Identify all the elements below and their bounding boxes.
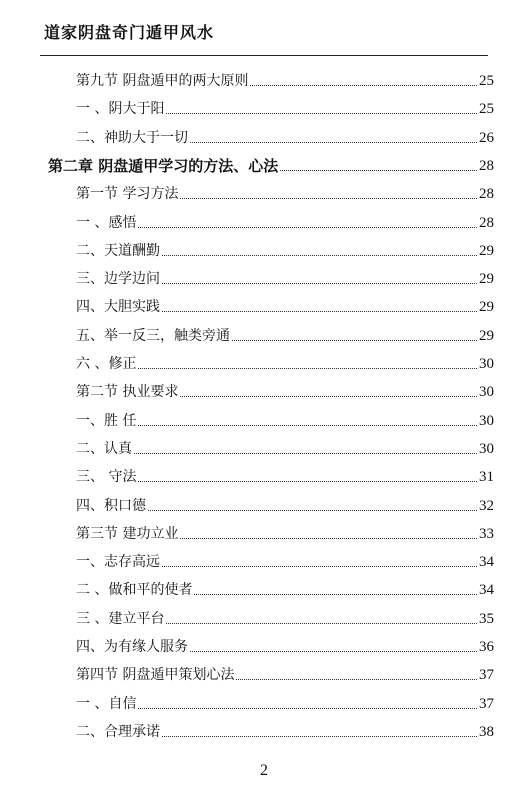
toc-entry-page: 36: [479, 639, 494, 655]
dot-leader: [190, 651, 477, 652]
toc-subsection-entry[interactable]: [76, 466, 494, 486]
page-number: 2: [260, 762, 268, 779]
dot-leader: [250, 85, 477, 86]
toc-entry-page: 28: [479, 157, 494, 174]
toc-section-entry[interactable]: [76, 70, 494, 90]
dot-leader: [138, 708, 477, 709]
toc-subsection-entry[interactable]: [76, 296, 494, 316]
dot-leader: [138, 227, 477, 228]
toc-entry-title: 二、合理承诺: [76, 723, 160, 740]
dot-leader: [232, 340, 477, 341]
toc-subsection-entry[interactable]: [76, 495, 494, 515]
dot-leader: [180, 396, 477, 397]
dot-leader: [280, 170, 477, 171]
toc-entry-page: 30: [479, 440, 494, 457]
toc-entry-page: 28: [479, 186, 494, 203]
dot-leader: [166, 623, 477, 624]
toc-entry-title: 第一节 学习方法: [76, 186, 179, 203]
toc-entry-title: 二 、做和平的使者: [76, 582, 193, 599]
toc-entry-page: 30: [479, 356, 494, 372]
toc-entry-title: 第二节 执业要求: [76, 384, 179, 401]
dot-leader: [194, 594, 477, 595]
toc-entry-title: 四、大胆实践: [76, 299, 160, 316]
toc-entry-title: 五、举一反三，触类旁通: [76, 327, 230, 344]
toc-entry-title: 四、为有缘人服务: [76, 639, 188, 655]
toc-entry-page: 35: [479, 610, 494, 627]
toc-entry-title: 一 、感悟: [76, 214, 137, 231]
toc-entry-title: 三 、建立平台: [76, 610, 165, 627]
dot-leader: [180, 198, 477, 199]
dot-leader: [162, 311, 477, 312]
toc-entry-page: 30: [479, 384, 494, 401]
toc-entry-title: 一、胜 任: [76, 412, 137, 429]
toc-subsection-entry[interactable]: [76, 579, 494, 599]
toc-entry-title: 第二章 阴盘遁甲学习的方法、心法: [48, 156, 279, 175]
toc-entry-title: 一、志存高远: [76, 554, 160, 571]
toc-subsection-entry[interactable]: [76, 410, 494, 430]
toc-entry-page: 29: [479, 299, 494, 316]
toc-subsection-entry[interactable]: [76, 721, 494, 741]
toc-subsection-entry[interactable]: [76, 268, 494, 288]
toc-subsection-entry[interactable]: [76, 608, 494, 628]
toc-entry-page: 29: [479, 242, 494, 259]
header-rule: [40, 55, 488, 56]
toc-entry-page: 34: [479, 582, 494, 599]
dot-leader: [138, 425, 477, 426]
toc-subsection-entry[interactable]: [76, 127, 494, 147]
dot-leader: [190, 142, 477, 143]
toc-chapter-entry[interactable]: [48, 155, 494, 175]
dot-leader: [236, 679, 477, 680]
toc-subsection-entry[interactable]: [76, 212, 494, 232]
toc-subsection-entry[interactable]: [76, 325, 494, 345]
toc-subsection-entry[interactable]: [76, 98, 494, 118]
toc-entry-page: 30: [479, 412, 494, 429]
dot-leader: [162, 283, 477, 284]
dot-leader: [162, 736, 477, 737]
toc-entry-page: 31: [479, 469, 494, 486]
toc-entry-title: 第九节 阴盘遁甲的两大原则: [76, 73, 249, 89]
toc-section-entry[interactable]: [76, 183, 494, 203]
toc-entry-title: 一 、自信: [76, 695, 137, 712]
toc-entry-page: 32: [479, 497, 494, 514]
running-header: 道家阴盘奇门遁甲风水: [44, 23, 215, 42]
toc-subsection-entry[interactable]: [76, 353, 494, 373]
dot-leader: [180, 538, 477, 539]
toc-subsection-entry[interactable]: [76, 438, 494, 458]
dot-leader: [162, 255, 477, 256]
toc-section-entry[interactable]: [76, 523, 494, 543]
toc-entry-title: 三、 守法: [76, 469, 137, 486]
toc-entry-page: 37: [479, 667, 494, 684]
toc-entry-title: 六 、修正: [76, 356, 137, 372]
toc-entry-title: 第三节 建功立业: [76, 525, 179, 542]
toc-entry-title: 四、积口德: [76, 497, 146, 514]
toc-entry-page: 29: [479, 271, 494, 288]
toc-entry-page: 28: [479, 214, 494, 231]
toc-entry-page: 25: [479, 101, 494, 118]
toc-subsection-entry[interactable]: [76, 636, 494, 656]
dot-leader: [138, 481, 477, 482]
toc-subsection-entry[interactable]: [76, 693, 494, 713]
toc-section-entry[interactable]: [76, 381, 494, 401]
toc-entry-title: 一 、阴大于阳: [76, 101, 165, 118]
dot-leader: [134, 453, 477, 454]
toc-entry-page: 33: [479, 525, 494, 542]
toc-entry-title: 三、边学边问: [76, 271, 160, 288]
toc-entry-title: 二、神助大于一切: [76, 129, 188, 146]
toc-subsection-entry[interactable]: [76, 551, 494, 571]
dot-leader: [138, 368, 477, 369]
toc-entry-page: 26: [479, 129, 494, 146]
toc-entry-title: 二、天道酬勤: [76, 242, 160, 259]
toc-entry-page: 34: [479, 554, 494, 571]
toc-entry-page: 25: [479, 73, 494, 89]
toc-entry-page: 38: [479, 723, 494, 740]
toc-section-entry[interactable]: [76, 664, 494, 684]
dot-leader: [166, 113, 477, 114]
toc-entry-title: 第四节 阴盘遁甲策划心法: [76, 667, 235, 684]
toc-entry-page: 37: [479, 695, 494, 712]
dot-leader: [162, 566, 477, 567]
toc-entry-page: 29: [479, 327, 494, 344]
toc-entry-title: 二、认真: [76, 440, 132, 457]
dot-leader: [148, 510, 477, 511]
toc-subsection-entry[interactable]: [76, 240, 494, 260]
